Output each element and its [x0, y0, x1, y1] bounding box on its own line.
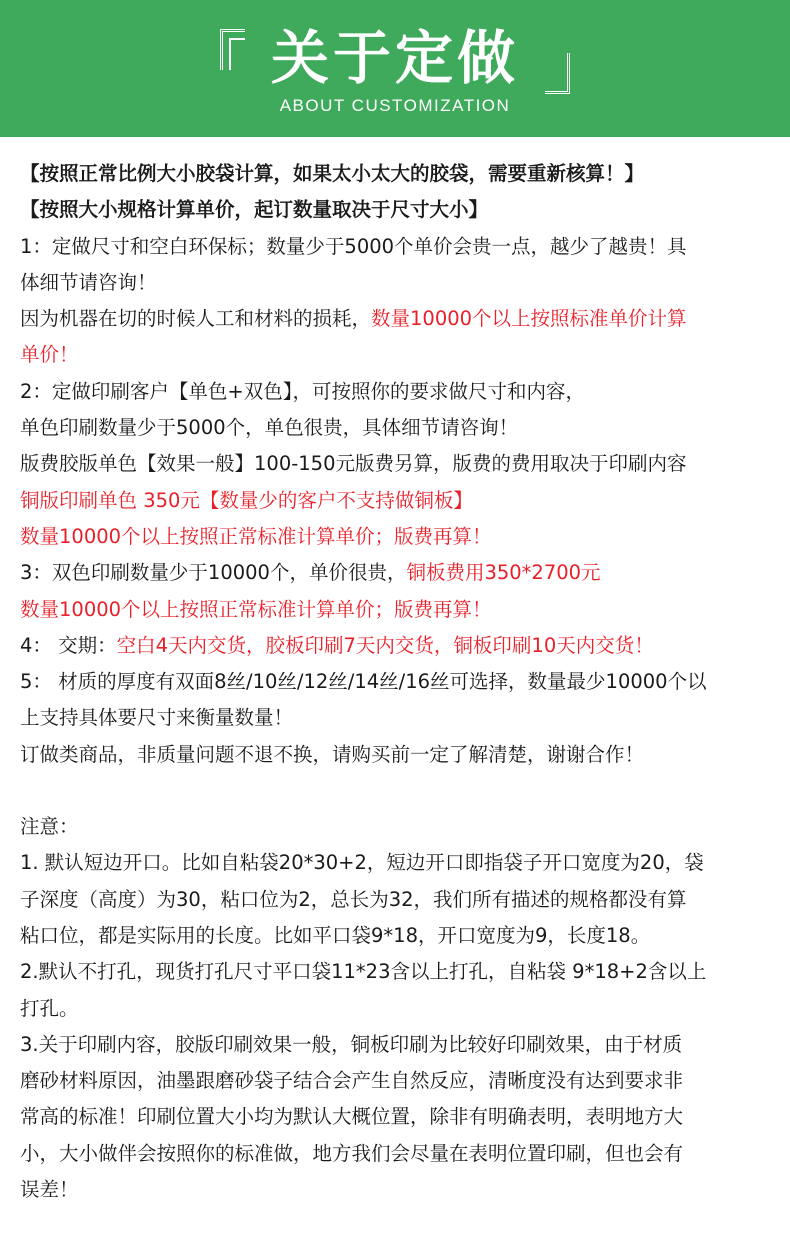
note3-line-3: 常高的标准！印刷位置大小均为默认大概位置，除非有明确表明，表明地方大: [20, 1105, 684, 1129]
note3-line-2: 磨砂材料原因，油墨跟磨砂袋子结合会产生自然反应，清晰度没有达到要求非: [20, 1069, 684, 1093]
item1-line-2: 体细节请咨询！: [20, 270, 157, 294]
item5-line-3: 订做类商品，非质量问题不退不换，请购买前一定了解清楚，谢谢合作！: [20, 742, 645, 766]
item2-line-4: 铜版印刷单色 350元【数量少的客户不支持做铜板】: [20, 488, 473, 512]
intro-line-1: 【按照正常比例大小胶袋计算，如果太小太大的胶袋，需要重新核算！】: [20, 162, 645, 185]
item3-line-2: 数量10000个以上按照正常标准计算单价；版费再算！: [20, 597, 492, 621]
intro-line-2: 【按照大小规格计算单价，起订数量取决于尺寸大小】: [20, 198, 489, 222]
header-banner: [0, 0, 790, 137]
item3-line-1-highlight: 铜板费用350*2700元: [406, 561, 601, 585]
item1-line-3: [20, 301, 770, 337]
close-bracket-icon: [545, 53, 570, 94]
item1-line-3-text: 因为机器在切的时候人工和材料的损耗，: [20, 307, 372, 331]
notes-heading: 注意：: [20, 815, 79, 839]
item1-line-4: 单价！: [20, 343, 79, 367]
page-subtitle: ABOUT CUSTOMIZATION: [279, 96, 511, 115]
note1-line-1: 1. 默认短边开口。比如自粘袋20*30+2，短边开口即指袋子开口宽度为20，袋: [20, 851, 704, 875]
note3-line-4: 小，大小做伴会按照你的标准做，地方我们会尽量在表明位置印刷，但也会有: [20, 1141, 684, 1165]
item1-line-1: 1：定做尺寸和空白环保标；数量少于5000个单价会贵一点，越少了越贵！具: [20, 234, 687, 258]
item5-line-2: 上支持具体要尺寸来衡量数量！: [20, 706, 294, 730]
note3-line-1: 3.关于印刷内容，胶版印刷效果一般，铜板印刷为比较好印刷效果，由于材质: [20, 1032, 683, 1056]
item3-line-1: [20, 555, 770, 591]
item2-line-5: 数量10000个以上按照正常标准计算单价；版费再算！: [20, 524, 492, 548]
item1-line-3-highlight: 数量10000个以上按照标准单价计算: [371, 307, 687, 331]
page-title: 关于定做: [270, 24, 519, 92]
item4-line-1-text: 4： 交期：: [20, 633, 117, 657]
item2-line-3: 版费胶版单色【效果一般】100-150元版费另算，版费的费用取决于印刷内容: [20, 452, 687, 476]
content-body: [0, 137, 790, 1208]
item5-line-1: 5： 材质的厚度有双面8丝/10丝/12丝/14丝/16丝可选择，数量最少10000个以: [20, 670, 707, 694]
item2-line-1: 2：定做印刷客户【单色+双色】，可按照你的要求做尺寸和内容，: [20, 379, 585, 403]
open-bracket-icon: [220, 29, 245, 70]
item2-line-2: 单色印刷数量少于5000个，单色很贵，具体细节请咨询！: [20, 416, 519, 440]
note3-line-5: 误差！: [20, 1178, 79, 1202]
item4-line-1: [20, 628, 770, 664]
item3-line-1-text: 3：双色印刷数量少于10000个，单价很贵，: [20, 561, 407, 585]
spacer: [20, 773, 770, 809]
item4-line-1-highlight: 空白4天内交货，胶板印刷7天内交货，铜板印刷10天内交货！: [116, 633, 654, 657]
note2-line-1: 2.默认不打孔，现货打孔尺寸平口袋11*23含以上打孔，自粘袋 9*18+2含以上: [20, 960, 707, 984]
note1-line-2: 子深度（高度）为30，粘口位为2，总长为32，我们所有描述的规格都没有算: [20, 887, 687, 911]
title-row: [0, 20, 790, 96]
note1-line-3: 粘口位，都是实际用的长度。比如平口袋9*18，开口宽度为9，长度18。: [20, 923, 651, 947]
note2-line-2: 打孔。: [20, 996, 79, 1020]
